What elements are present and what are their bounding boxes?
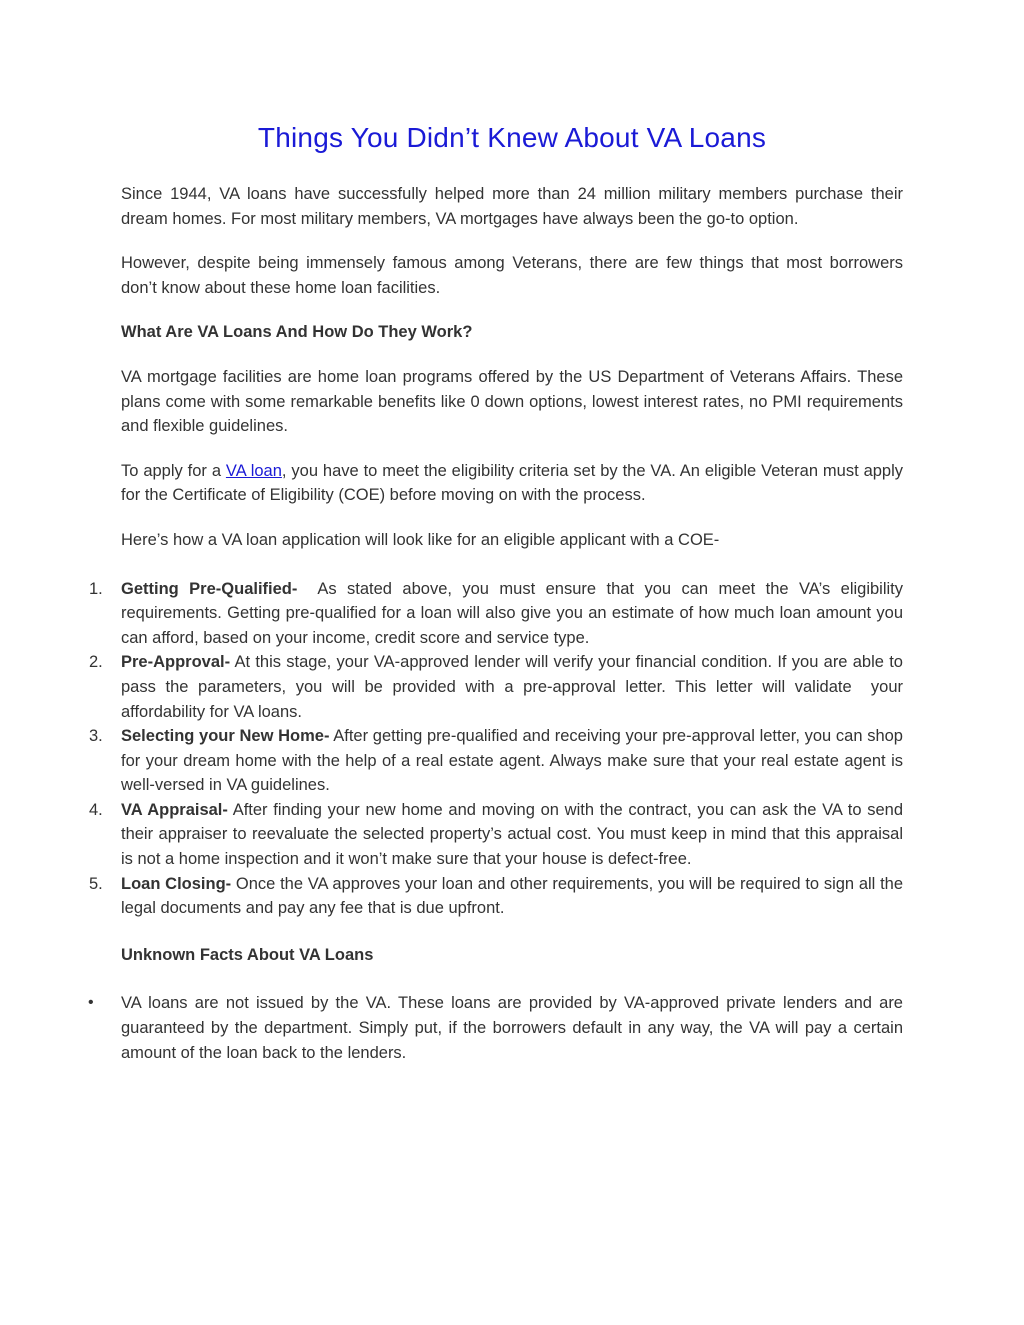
list-item [88, 991, 903, 1065]
step-text: As stated above, you must ensure that you can meet the VA’s eligibility requirements. Getting pre-qualified for a loan will also give you an estimate of how much loan amount you can afford, based on your income, credit score and service type. [121, 579, 908, 647]
step-label: Selecting your New Home- [121, 727, 330, 746]
apply-text-before: To apply for a [121, 461, 226, 480]
step-text: Once the VA approves your loan and other requirements, you will be required to sign all the legal documents and pay any fee that is due upfront. [121, 874, 904, 918]
step-text: At this stage, your VA-approved lender will verify your financial condition. If you are able to pass the parameters, you will be provided with a pre-approval letter. This letter will validate your affordability for VA loans. [121, 653, 908, 721]
section-heading-unknown-facts: Unknown Facts About VA Loans [121, 945, 374, 964]
fact-text: VA loans are not issued by the VA. These loans are provided by VA-approved private lenders and are guaranteed by the department. Simply put, if the borrowers default in any way, the VA will pay a certain amount of the loan back to the lenders. [121, 994, 903, 1062]
list-item [89, 798, 903, 872]
step-label: Loan Closing- [121, 874, 232, 893]
page-title: Things You Didn’t Knew About VA Loans [257, 122, 767, 153]
apply-text-after: , you have to meet the eligibility criteria set by the VA. An eligible Veteran must apply for the Certificate of Eligibility (COE) before moving on with the process. [121, 461, 904, 505]
facts-bullet-list [88, 991, 903, 1065]
bullet-icon: • [88, 994, 94, 1012]
step-label: Pre-Approval- [121, 653, 231, 672]
application-steps-list [89, 577, 908, 921]
apply-paragraph [121, 459, 903, 508]
step-number: 2. [89, 653, 103, 672]
step-number: 1. [89, 579, 103, 598]
list-item [89, 577, 908, 651]
step-text: After getting pre-qualified and receiving your pre-approval letter, you can shop for your dream home with the help of a real estate agent. Always make sure that your real estate agent is well-versed in VA guidelines. [121, 727, 903, 795]
document-body [88, 182, 908, 1065]
step-number: 3. [89, 727, 103, 746]
list-item [89, 872, 904, 921]
list-item [89, 650, 908, 724]
step-number: 5. [89, 874, 103, 893]
step-text: After finding your new home and moving on with the contract, you can ask the VA to send their appraiser to reevaluate the selected property’s actual cost. You must keep in mind that this appraisal is not a home inspection and it won’t make sure that your house is defect-free. [121, 800, 903, 869]
application-intro-paragraph: Here’s how a VA loan application will look like for an eligible applicant with a COE- [121, 530, 720, 549]
step-label: VA Appraisal- [121, 800, 228, 819]
section-heading-how-it-works: What Are VA Loans And How Do They Work? [121, 323, 473, 342]
intro-paragraph-2: However, despite being immensely famous among Veterans, there are few things that most borrowers don’t know about these home loan facilities. [121, 254, 903, 297]
step-number: 4. [89, 800, 103, 819]
step-label: Getting Pre-Qualified- [121, 579, 298, 598]
intro-paragraph-1: Since 1944, VA loans have successfully helped more than 24 million military members purchase their dream homes. For most military members, VA mortgages have always been the go-to option. [121, 185, 903, 228]
va-mortgage-paragraph: VA mortgage facilities are home loan programs offered by the US Department of Veterans Affairs. These plans come with some remarkable benefits like 0 down options, lowest interest rates, no PMI requirements and flexible guidelines. [121, 367, 903, 436]
va-loan-link[interactable]: VA loan [225, 461, 282, 480]
list-item [89, 724, 903, 798]
